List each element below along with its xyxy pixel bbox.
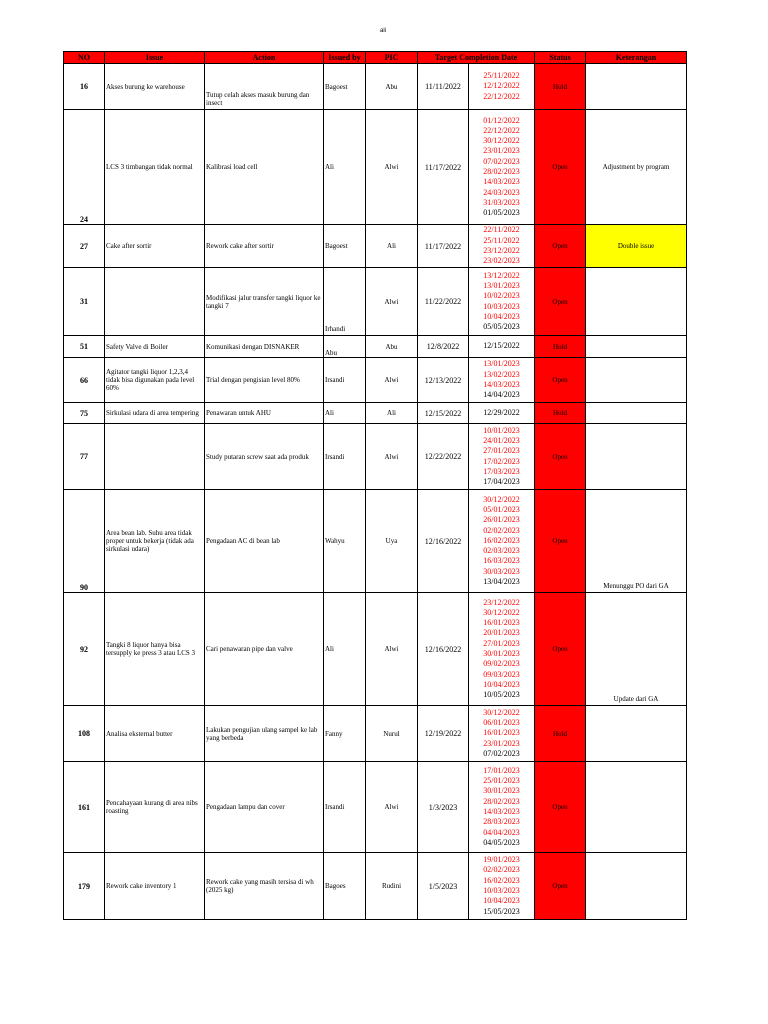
row-pic: Ali [366,225,418,268]
row-keterangan [586,268,687,336]
row-issue: Akses burung ke warehouse [105,64,205,110]
row-issue: Sirkulasi udara di area tempering [105,403,205,424]
revised-date: 30/01/2023 [483,649,520,658]
header-no: NO [64,52,105,64]
revised-date: 10/03/2023 [483,301,520,311]
revised-date: 10/04/2023 [483,896,520,906]
final-date: 12/29/2022 [483,407,520,417]
row-dates [469,268,535,336]
revised-date: 22/11/2022 [483,225,520,235]
row-keterangan: Update dari GA [586,593,687,706]
table-row [64,593,687,706]
row-action: Study putaran screw saat ada produk [205,424,324,490]
row-issued-by: Ali [324,110,366,225]
row-pic: Uya [366,490,418,593]
row-status: Open [535,358,586,403]
revised-date: 16/03/2023 [483,556,520,566]
row-status: Open [535,268,586,336]
row-no: 161 [64,762,105,853]
row-issue [105,268,205,336]
row-action: Trial dengan pengisian level 80% [205,358,324,403]
row-pic: Abu [366,336,418,358]
revised-date: 09/02/2023 [483,659,520,669]
row-dates [469,424,535,490]
revised-date: 28/03/2023 [483,817,520,827]
revised-date: 10/02/2023 [483,291,520,301]
table-row [64,762,687,853]
row-dates [469,336,535,358]
row-target: 1/3/2023 [418,762,469,853]
row-action: Pengadaan AC di bean lab [205,490,324,593]
header-status: Status [535,52,586,64]
revised-date: 16/01/2023 [483,728,520,738]
row-status: Open [535,424,586,490]
row-issued-by: Fanny [324,706,366,762]
row-keterangan: Menunggu PO dari GA [586,490,687,593]
row-pic: Alwi [366,424,418,490]
revised-date: 25/01/2023 [483,776,520,786]
table-row [64,336,687,358]
row-issued-by: Ali [324,593,366,706]
row-target: 1/5/2023 [418,853,469,920]
revised-date: 22/12/2022 [483,91,520,101]
final-date: 01/05/2023 [483,208,520,218]
row-status: Open [535,110,586,225]
row-status: Hold [535,706,586,762]
row-issue: Safety Valve di Boiler [105,336,205,358]
row-no: 24 [64,110,105,225]
header-keterangan: Keterangan [586,52,687,64]
row-action: Cari penawaran pipe dan valve [205,593,324,706]
row-pic: Alwi [366,358,418,403]
revised-date: 17/01/2023 [483,765,520,775]
revised-date: 13/12/2022 [483,270,520,280]
revised-date: 07/02/2023 [483,156,520,166]
row-action: Rework cake after sortir [205,225,324,268]
table-row [64,490,687,593]
header-row [64,52,687,64]
row-target: 11/17/2022 [418,110,469,225]
row-keterangan [586,762,687,853]
row-action: Penawaran untuk AHU [205,403,324,424]
revised-date: 23/01/2023 [483,146,520,156]
row-target: 11/11/2022 [418,64,469,110]
row-dates [469,490,535,593]
final-date: 12/15/2022 [483,341,520,351]
final-date: 10/05/2023 [483,690,520,700]
row-keterangan [586,424,687,490]
row-pic: Alwi [366,593,418,706]
revised-date: 26/01/2023 [483,515,520,525]
header-action: Action [205,52,324,64]
row-action: Modifikasi jalur transfer tangki liquor ke tangki 7 [205,268,324,336]
row-target: 12/8/2022 [418,336,469,358]
table-row [64,424,687,490]
row-pic: Nurul [366,706,418,762]
row-target: 12/16/2022 [418,593,469,706]
revised-date: 04/04/2023 [483,827,520,837]
row-target: 12/16/2022 [418,490,469,593]
revised-date: 14/03/2023 [483,807,520,816]
revised-date: 28/02/2023 [483,167,520,176]
final-date: 13/04/2023 [483,577,520,587]
row-issue [105,424,205,490]
revised-date: 16/02/2023 [483,875,520,885]
row-issue: Cake after sortir [105,225,205,268]
row-issue: Agitator tangki liquor 1,2,3,4 tidak bisa digunakan pada level 60% [105,358,205,403]
revised-date: 10/01/2023 [483,425,520,435]
row-keterangan [586,358,687,403]
final-date: 04/05/2023 [483,837,520,847]
row-dates [469,853,535,920]
revised-date: 24/01/2023 [483,435,520,445]
row-action: Komunikasi dengan DISNAKER [205,336,324,358]
revised-date: 20/01/2023 [483,628,520,638]
row-pic: Rudini [366,853,418,920]
row-issue: Area bean lab. Suhu area tidak proper untuk bekerja (tidak ada sirkulasi udara) [105,490,205,593]
row-status: Hold [535,403,586,424]
table-row [64,358,687,403]
revised-date: 02/03/2023 [483,546,520,556]
page-label: ali [380,28,387,34]
revised-date: 17/02/2023 [483,456,520,466]
revised-date: 25/11/2022 [483,71,520,81]
revised-date: 14/03/2023 [483,177,520,187]
revised-date: 13/02/2023 [483,369,520,379]
row-no: 75 [64,403,105,424]
row-dates [469,225,535,268]
row-keterangan [586,336,687,358]
final-date: 17/04/2023 [483,477,520,487]
row-status: Hold [535,64,586,110]
revised-date: 16/01/2023 [483,618,520,628]
header-issued-by: Issued by [324,52,366,64]
row-status: Open [535,490,586,593]
row-action: Lakukan pengujian ulang sampel ke lab yang berbeda [205,706,324,762]
revised-date: 13/01/2023 [483,359,520,369]
revised-date: 30/12/2022 [483,707,520,717]
row-no: 90 [64,490,105,593]
row-issued-by: Bagoes [324,853,366,920]
row-target: 12/22/2022 [418,424,469,490]
row-pic: Abu [366,64,418,110]
final-date: 15/05/2023 [483,906,520,916]
revised-date: 30/12/2022 [483,607,520,617]
final-date: 07/02/2023 [483,748,520,758]
row-keterangan [586,403,687,424]
row-issued-by: Abu [324,336,366,358]
revised-date: 22/12/2022 [483,125,520,135]
header-target-date: Target Completion Date [418,52,535,64]
revised-date: 30/12/2022 [483,136,520,146]
row-pic: Alwi [366,762,418,853]
header-issue: Issue [105,52,205,64]
revised-date: 31/03/2023 [483,197,520,207]
table-row [64,706,687,762]
row-issued-by: Irsandi [324,424,366,490]
revised-date: 23/12/2022 [483,597,520,607]
row-target: 12/19/2022 [418,706,469,762]
revised-date: 12/12/2022 [483,81,520,91]
row-status: Open [535,593,586,706]
revised-date: 27/01/2023 [483,638,520,648]
row-action: Kalibrasi load cell [205,110,324,225]
revised-date: 19/01/2023 [483,855,520,865]
revised-date: 16/02/2023 [483,535,520,545]
table-row [64,225,687,268]
row-issued-by: Irsandi [324,762,366,853]
row-no: 51 [64,336,105,358]
row-no: 31 [64,268,105,336]
revised-date: 25/11/2022 [483,235,520,245]
revised-date: 28/02/2023 [483,796,520,806]
row-issued-by: Irhandi [324,268,366,336]
row-no: 77 [64,424,105,490]
row-dates [469,593,535,706]
revised-date: 23/02/2023 [483,256,520,266]
row-target: 11/22/2022 [418,268,469,336]
revised-date: 30/01/2023 [483,786,520,796]
row-issued-by: Ali [324,403,366,424]
row-keterangan [586,706,687,762]
revised-date: 10/04/2023 [483,679,520,689]
revised-date: 06/01/2023 [483,718,520,728]
row-status: Open [535,225,586,268]
row-status: Open [535,853,586,920]
revised-date: 30/03/2023 [483,566,520,576]
revised-date: 17/03/2023 [483,466,520,476]
row-issue: Rework cake inventory 1 [105,853,205,920]
row-no: 66 [64,358,105,403]
row-dates [469,358,535,403]
row-dates [469,403,535,424]
revised-date: 27/01/2023 [483,446,520,456]
table-row [64,268,687,336]
row-status: Open [535,762,586,853]
issue-tracker-table [63,51,687,920]
row-target: 12/13/2022 [418,358,469,403]
row-status: Hold [535,336,586,358]
revised-date: 23/01/2023 [483,738,520,748]
table-row [64,853,687,920]
table-row [64,403,687,424]
revised-date: 30/12/2022 [483,494,520,504]
row-keterangan [586,853,687,920]
row-no: 92 [64,593,105,706]
row-action: Tutup celah akses masuk burung dan insect [205,64,324,110]
revised-date: 10/03/2023 [483,886,520,895]
row-pic: Alwi [366,268,418,336]
header-pic: PIC [366,52,418,64]
row-dates [469,706,535,762]
row-keterangan: Double issue [586,225,687,268]
row-issued-by: Bagoest [324,225,366,268]
row-action: Rework cake yang masih tersisa di wh (2025 kg) [205,853,324,920]
row-issued-by: Irsandi [324,358,366,403]
row-issue: Analisa eksternal butter [105,706,205,762]
revised-date: 09/03/2023 [483,669,520,679]
row-issued-by: Wahyu [324,490,366,593]
row-pic: Alwi [366,110,418,225]
row-dates [469,110,535,225]
row-no: 179 [64,853,105,920]
row-keterangan [586,64,687,110]
row-issue: Tangki 8 liquor hanya bisa tersupply ke press 3 atau LCS 3 [105,593,205,706]
revised-date: 23/12/2022 [483,246,520,255]
revised-date: 05/01/2023 [483,504,520,514]
revised-date: 14/03/2023 [483,380,520,389]
row-target: 12/15/2022 [418,403,469,424]
final-date: 05/05/2023 [483,322,520,332]
row-keterangan: Adjustment by program [586,110,687,225]
revised-date: 01/12/2022 [483,115,520,125]
final-date: 14/04/2023 [483,390,520,400]
row-no: 16 [64,64,105,110]
revised-date: 02/02/2023 [483,865,520,875]
revised-date: 13/01/2023 [483,280,520,290]
row-no: 27 [64,225,105,268]
row-dates [469,64,535,110]
table-row [64,110,687,225]
row-no: 108 [64,706,105,762]
row-dates [469,762,535,853]
revised-date: 10/04/2023 [483,311,520,321]
row-target: 11/17/2022 [418,225,469,268]
row-action: Pengadaan lampu dan cover [205,762,324,853]
row-issued-by: Bagoest [324,64,366,110]
revised-date: 24/03/2023 [483,187,520,197]
row-issue: Pencahayaan kurang di area nibs roasting [105,762,205,853]
table-row [64,64,687,110]
row-issue: LCS 3 timbangan tidak normal [105,110,205,225]
revised-date: 02/02/2023 [483,525,520,535]
row-pic: Ali [366,403,418,424]
